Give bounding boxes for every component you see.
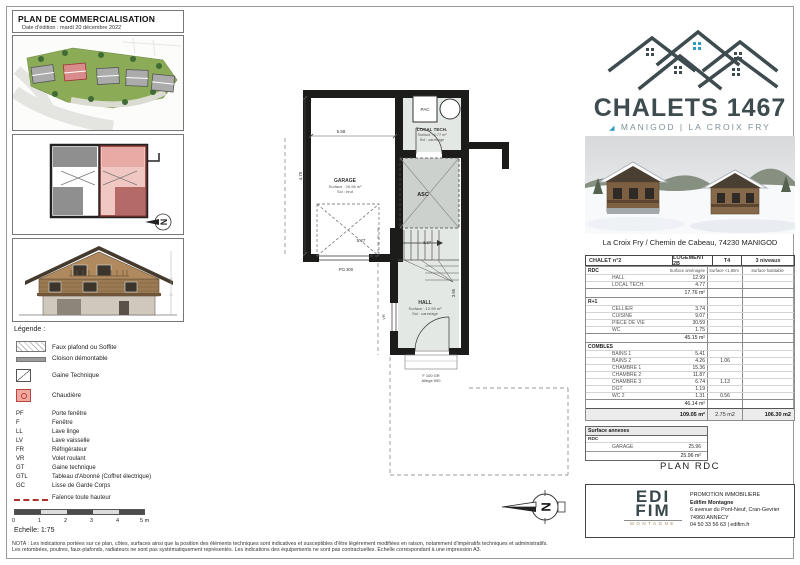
site-roof-4 <box>126 70 149 87</box>
chalets-logo-roofs <box>600 24 780 94</box>
dim-garage-height: 4.75 <box>298 171 303 181</box>
promoter-address1: 6 avenue du Pont-Neuf, Cran-Gevrier <box>690 507 780 514</box>
chalet-number: CHALET n°2 <box>586 256 673 265</box>
abbr-key: GC <box>16 483 25 489</box>
table-row: CELLIER 3.74 <box>586 305 794 312</box>
hall-floor <box>396 228 459 350</box>
chalet-elevation-drawing <box>13 239 183 321</box>
annex-table <box>585 426 708 461</box>
scale-bar <box>14 509 145 515</box>
svg-text:Surface : 25.96 m²: Surface : 25.96 m² <box>328 184 362 189</box>
scale-tick: 1 <box>38 518 42 524</box>
promoter-address2: 74960 ANNECY <box>690 514 729 521</box>
scale-tick: 4 <box>116 518 120 524</box>
site-plan-thumbnail <box>12 35 184 131</box>
surface-table-header <box>585 255 795 266</box>
hall-window <box>381 303 398 331</box>
project-photo <box>585 136 795 234</box>
legend-label: Cloison démontable <box>52 355 108 362</box>
svg-text:Sol : brut: Sol : brut <box>336 189 354 194</box>
scale-tick: 3 <box>90 518 94 524</box>
table-row: BAINS 2 4.26 1.06 <box>586 357 794 364</box>
table-row: HALL 12.99 <box>586 274 794 281</box>
north-letter: N <box>538 502 554 512</box>
dim-hall-width: 1.37 <box>422 240 432 245</box>
abbr-label: Lave linge <box>52 429 80 435</box>
dim-garage-door: PO.300 <box>338 267 354 272</box>
svg-text:Surface : 4.77 m²: Surface : 4.77 m² <box>417 133 447 137</box>
table-row: CHAMBRE 3 6.74 1.13 <box>586 378 794 385</box>
project-address: La Croix Fry / Chemin de Cabeau, 74230 MANIGOD <box>602 238 778 247</box>
section-rdc: RDC Surface aménagée Surface <1,80m Surface habitable <box>586 266 794 274</box>
shutter-label: VR <box>381 314 386 320</box>
title-block <box>12 10 184 33</box>
logo-blue-window <box>693 42 701 50</box>
water-tank-icon <box>440 99 460 119</box>
table-row: CHAMBRE 2 11.87 <box>586 371 794 378</box>
section-combles: COMBLES <box>586 342 794 350</box>
abbr-label: Fenêtre <box>52 420 73 426</box>
abbr-key: VR <box>16 456 25 462</box>
table-row: PIECE DE VIE 30.59 <box>586 319 794 326</box>
table-row: WC 1.75 <box>586 326 794 333</box>
legend-swatch-gaine-technique <box>16 369 31 382</box>
entry-note: Allège 900 <box>421 378 441 383</box>
abbr-label: Volet roulant <box>52 456 86 462</box>
table-row: WC 2 1.31 0.56 <box>586 392 794 399</box>
legend-title: Légende : <box>14 326 46 333</box>
svg-text:N: N <box>158 218 169 226</box>
table-row: CHAMBRE 1 15.36 <box>586 364 794 371</box>
site-plan-drawing <box>13 36 183 130</box>
abbr-label: Porte fenêtre <box>52 411 87 417</box>
annex-level: RDC <box>586 436 707 443</box>
heat-pump-unit <box>413 96 437 122</box>
garage-door-swing <box>317 204 379 256</box>
legend-swatch-faux-plafond <box>16 341 46 352</box>
promoter-phone: 04 50 33 56 63 | edifim.fr <box>690 522 750 529</box>
abbr-key: F <box>16 420 20 426</box>
annex-title: Surface annexes <box>586 427 707 436</box>
svg-text:GARAGE: GARAGE <box>334 178 356 184</box>
levels: 3 niveaux <box>755 257 781 264</box>
dim-garage-width: 5.58 <box>336 129 346 134</box>
abbr-key: GTL <box>16 474 28 480</box>
total-row: 109.05 m² 2.75 m2 106.30 m2 <box>586 408 794 420</box>
nota-text: NOTA : Les indications portées sur ce plan, côtes, surfaces ainsi que la position des éléments techniques sont indicatives et susceptibles d'être légèrement modifiées en raison, notamment d'impératifs techniques et administratifs. Les retombées, poutres, faux-plafonds, radiateurs ne sont pas systématiquement représentés. Les indications des équipements ne sont pas contractuelles. Echelle correspondant à une impression A3. <box>12 541 548 554</box>
triangle-icon: ◢ <box>609 125 617 132</box>
subtotal-r1: 45.15 m² <box>586 333 794 342</box>
site-roof-highlight <box>63 63 86 81</box>
abbr-label: Lave vaisselle <box>52 438 90 444</box>
abbr-key: GT <box>16 465 25 471</box>
svg-text:LOCAL TECH.: LOCAL TECH. <box>416 127 448 132</box>
pac-label: PAC <box>420 107 430 112</box>
project-location: ◢ MANIGOD | LA CROIX FRY <box>609 122 771 132</box>
svg-text:HALL: HALL <box>418 300 432 306</box>
typology: T4 <box>713 256 742 265</box>
site-roof-1 <box>31 65 55 84</box>
scale-tick: 5 m <box>140 518 150 524</box>
legend-label: Faux plafond ou Soffite <box>52 344 117 351</box>
site-roof-5 <box>151 74 175 92</box>
table-row: CUISINE 9.07 <box>586 312 794 319</box>
abbr-key: LL <box>16 429 23 435</box>
boiler-circle-icon <box>21 393 27 399</box>
faience-label: Faïence toute hauteur <box>52 495 111 501</box>
svg-text:Sol : carrelage: Sol : carrelage <box>419 138 445 142</box>
table-row: DGT 1.19 <box>586 385 794 392</box>
scale-tick: 2 <box>64 518 68 524</box>
legend-swatch-chaudiere <box>16 389 31 402</box>
entry-porch <box>405 355 457 369</box>
subtotal-rdc: 17.76 m² <box>586 288 794 297</box>
surface-table <box>585 255 795 421</box>
scale-tick: 0 <box>12 518 16 524</box>
site-roof-3 <box>97 67 120 84</box>
elevation-thumbnail <box>12 238 184 322</box>
section-r1: R+1 <box>586 297 794 305</box>
abbr-label: Gaine technique <box>52 465 96 471</box>
north-arrow <box>498 482 578 532</box>
abbr-label: Tableau d'Abonné (Coffret électrique) <box>52 474 152 480</box>
key-plan-drawing <box>13 135 183 234</box>
entry-note: F 100 GR <box>422 373 440 378</box>
abbr-key: PF <box>16 411 24 417</box>
abbr-label: Lisse de Garde Corps <box>52 483 111 489</box>
promoter-heading: PROMOTION IMMOBILIERE <box>690 492 761 498</box>
plan-caption: PLAN RDC <box>659 461 721 472</box>
promoter-box <box>585 484 795 538</box>
scale-label: Echelle: 1:75 <box>14 527 55 534</box>
promoter-contact <box>690 492 780 530</box>
elevator-label: ASC <box>417 192 429 198</box>
edifim-logo: EDI FIM MONTAGNE <box>624 490 682 529</box>
page-title: PLAN DE COMMERCIALISATION <box>18 14 156 24</box>
table-row: BAINS 1 5.41 <box>586 350 794 357</box>
abbr-key: FR <box>16 447 24 453</box>
abbr-key: LV <box>16 438 23 444</box>
table-row: LOCAL TECH. 4.77 <box>586 281 794 288</box>
legend-swatch-cloison <box>16 357 46 362</box>
legend-label: Gaine Technique <box>52 372 100 379</box>
local-tech-label <box>417 127 447 142</box>
faience-dashed-line <box>14 499 48 501</box>
edition-date: Date d'édition : mardi 20 décembre 2022 <box>22 25 122 31</box>
abbr-label: Réfrigérateur <box>52 447 88 453</box>
annex-subtotal: 25.96 m² <box>586 451 707 460</box>
dim-garage-inner: 5.27 <box>356 238 366 243</box>
project-name: CHALETS 1467 <box>593 94 787 122</box>
subtotal-combles: 46.14 m² <box>586 399 794 408</box>
svg-text:Sol : carrelage: Sol : carrelage <box>412 311 438 316</box>
garage-label <box>329 178 363 194</box>
table-row: GARAGE 25.96 <box>612 444 701 450</box>
lot-number: LOGEMENT 2B <box>673 256 713 265</box>
dim-hall-height: 3.95 <box>451 288 456 298</box>
key-plan-thumbnail <box>12 134 184 235</box>
floor-plan-drawing <box>253 78 575 480</box>
legend-label: Chaudière <box>52 392 82 399</box>
svg-text:Surface : 12.99 m²: Surface : 12.99 m² <box>408 306 442 311</box>
promoter-company: Edifim Montagne <box>690 499 734 506</box>
